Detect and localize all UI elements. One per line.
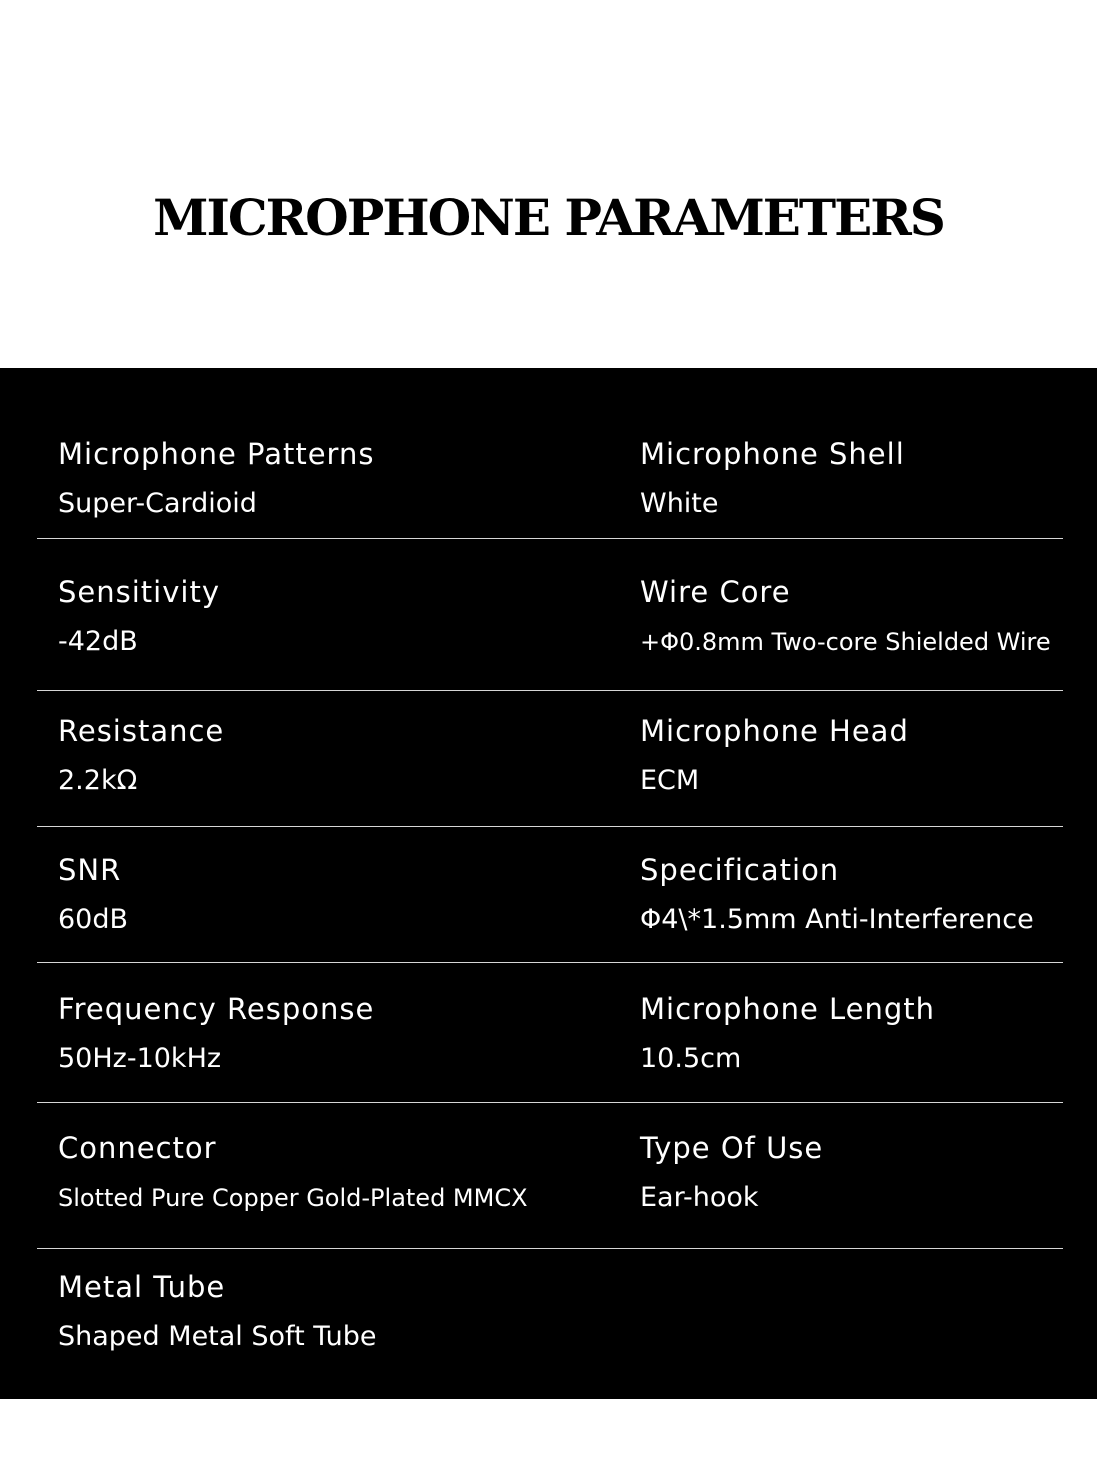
page-title: MICROPHONE PARAMETERS xyxy=(153,188,944,247)
spec-label: Microphone Patterns xyxy=(58,437,375,471)
spec-label: Wire Core xyxy=(640,575,791,609)
spec-label: Sensitivity xyxy=(58,575,220,609)
spec-label: SNR xyxy=(58,853,122,887)
row-divider xyxy=(37,538,1063,539)
row-divider xyxy=(37,1102,1063,1103)
spec-label: Microphone Shell xyxy=(640,437,905,471)
spec-label: Resistance xyxy=(58,714,225,748)
spec-label: Type Of Use xyxy=(640,1131,824,1165)
row-divider xyxy=(37,1248,1063,1249)
spec-value: Super-Cardioid xyxy=(58,488,257,519)
spec-value: Slotted Pure Copper Gold-Plated MMCX xyxy=(58,1184,528,1212)
spec-label: Metal Tube xyxy=(58,1270,226,1304)
spec-value: 2.2kΩ xyxy=(58,765,138,796)
spec-label: Connector xyxy=(58,1131,217,1165)
spec-label: Frequency Response xyxy=(58,992,375,1026)
spec-value: Φ4\*1.5mm Anti-Interference xyxy=(640,904,1034,935)
spec-value: 60dB xyxy=(58,904,129,935)
spec-value: +Φ0.8mm Two-core Shielded Wire xyxy=(640,628,1051,656)
spec-value: White xyxy=(640,488,719,519)
spec-label: Microphone Length xyxy=(640,992,936,1026)
spec-value: 10.5cm xyxy=(640,1043,742,1074)
spec-label: Microphone Head xyxy=(640,714,909,748)
spec-value: -42dB xyxy=(58,626,138,657)
row-divider xyxy=(37,690,1063,691)
spec-value: 50Hz-10kHz xyxy=(58,1043,222,1074)
spec-table xyxy=(0,368,1097,1399)
bottom-margin xyxy=(0,1399,1097,1470)
spec-value: ECM xyxy=(640,765,700,796)
spec-value: Ear-hook xyxy=(640,1182,759,1213)
row-divider xyxy=(37,826,1063,827)
spec-label: Specification xyxy=(640,853,840,887)
title-section xyxy=(0,0,1097,368)
row-divider xyxy=(37,962,1063,963)
spec-value: Shaped Metal Soft Tube xyxy=(58,1321,377,1352)
